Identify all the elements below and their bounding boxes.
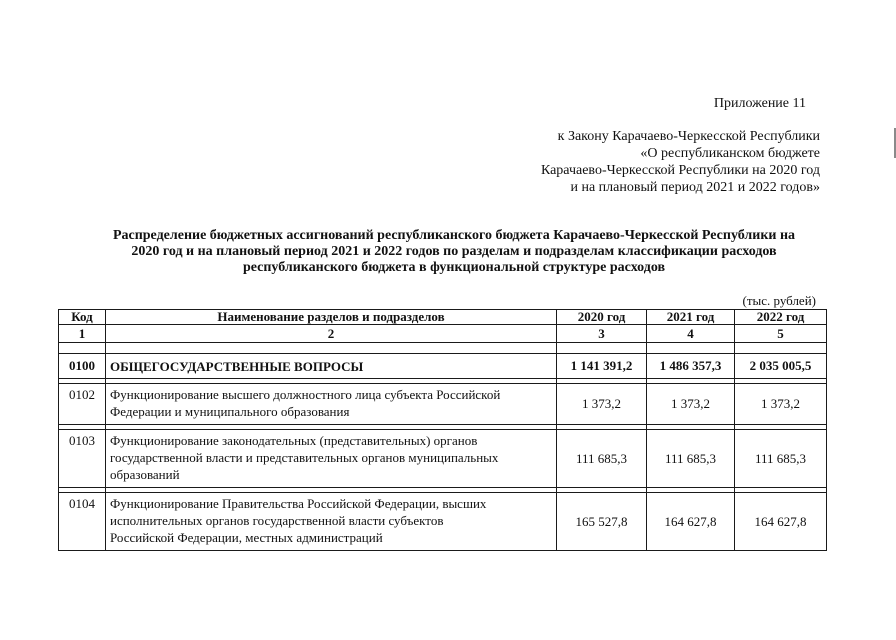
spacer-row [59,343,827,354]
row-2022: 1 373,2 [735,384,827,425]
row-name [106,384,557,425]
section-2021: 1 486 357,3 [647,354,735,379]
row-2022: 111 685,3 [735,430,827,488]
row-2020: 165 527,8 [557,493,647,551]
units-label: (тыс. рублей) [742,293,816,308]
header-name: Наименование разделов и подразделов [106,310,557,325]
header-code: Код [59,310,106,325]
row-2020: 111 685,3 [557,430,647,488]
column-number: 1 [59,325,106,343]
law-reference-line: и на плановый период 2021 и 2022 годов» [570,180,820,195]
table-header-row [59,310,827,325]
column-number: 5 [735,325,827,343]
section-2022: 2 035 005,5 [735,354,827,379]
row-name-line: Функционирование законодательных (представительных) органов [110,433,478,448]
appendix-label: Приложение 11 [713,96,806,111]
column-number-row [59,325,827,343]
section-2020: 1 141 391,2 [557,354,647,379]
header-2020: 2020 год [557,310,647,325]
row-name-line: Федерации и муниципального образования [110,404,350,419]
row-2022: 164 627,8 [735,493,827,551]
row-2020: 1 373,2 [557,384,647,425]
title-line: Распределение бюджетных ассигнований республиканского бюджета Карачаево-Черкесской Республики на [112,228,796,243]
law-reference [541,128,820,196]
row-2021: 111 685,3 [647,430,735,488]
row-name-line: Российской Федерации, местных администраций [110,530,383,545]
row-2021: 1 373,2 [647,384,735,425]
title-line: республиканского бюджета в функциональной структуре расходов [242,260,666,275]
budget-table [58,309,827,551]
header-2021: 2021 год [647,310,735,325]
row-2021: 164 627,8 [647,493,735,551]
table-row [59,493,827,551]
row-name [106,430,557,488]
document-title [60,228,848,276]
law-reference-line: Карачаево-Черкесской Республики на 2020 год [540,163,820,178]
law-reference-line: к Закону Карачаево-Черкесской Республики [557,129,820,144]
row-name-line: государственной власти и представительных органов муниципальных [110,450,499,465]
column-number: 2 [106,325,557,343]
row-name-line: исполнительных органов государственной власти субъектов [110,513,444,528]
section-code: 0100 [59,354,106,379]
column-number: 3 [557,325,647,343]
header-2022: 2022 год [735,310,827,325]
law-reference-line: «О республиканском бюджете [640,146,820,161]
row-name-line: Функционирование Правительства Российской Федерации, высших [110,496,487,511]
section-row [59,354,827,379]
row-name-line: Функционирование высшего должностного лица субъекта Российской [110,387,501,402]
section-name: ОБЩЕГОСУДАРСТВЕННЫЕ ВОПРОСЫ [106,354,557,379]
row-name [106,493,557,551]
row-code: 0102 [59,384,106,425]
table-row [59,384,827,425]
row-code: 0103 [59,430,106,488]
row-name-line: образований [110,467,180,482]
row-code: 0104 [59,493,106,551]
table-row [59,430,827,488]
title-line: 2020 год и на плановый период 2021 и 2022 годов по разделам и подразделам классификации расходов [131,244,777,259]
column-number: 4 [647,325,735,343]
